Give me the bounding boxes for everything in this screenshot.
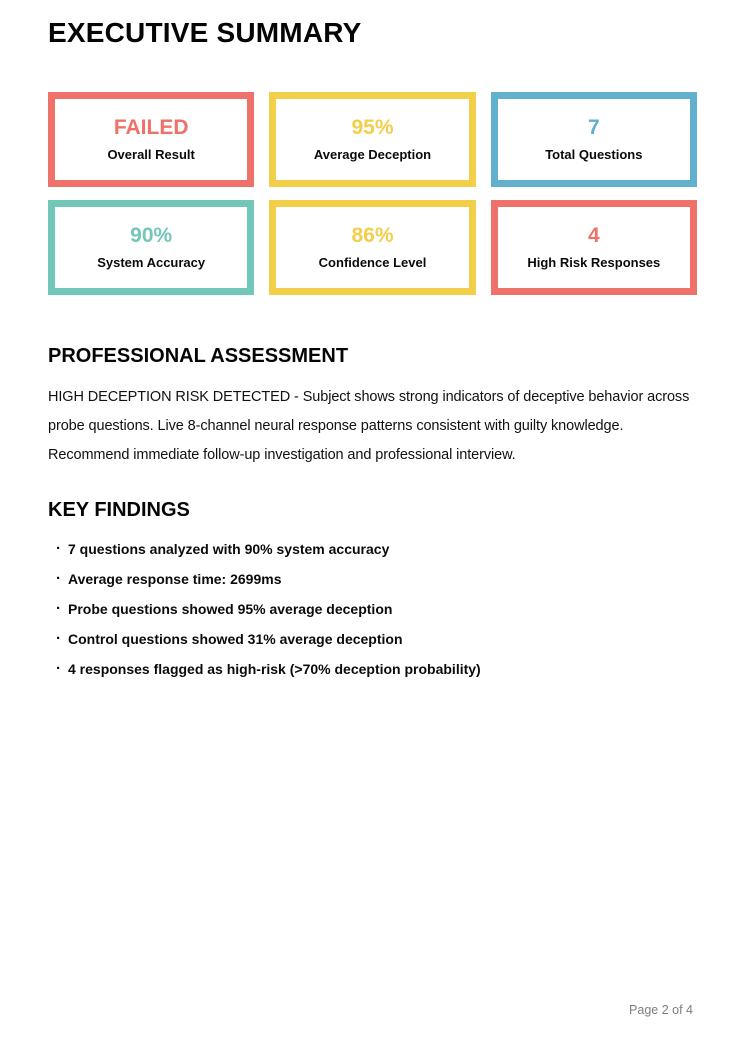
finding-item-probe-deception: · Probe questions showed 95% average deception xyxy=(56,601,697,617)
stat-value-total-questions: 7 xyxy=(587,116,600,140)
summary-stat-grid xyxy=(48,92,697,295)
stat-card-overall-result xyxy=(48,92,254,187)
stat-label-high-risk-responses: High Risk Responses xyxy=(527,255,661,271)
page-title: EXECUTIVE SUMMARY xyxy=(48,17,362,48)
stat-card-high-risk-responses xyxy=(491,200,697,295)
section-heading-key-findings: KEY FINDINGS xyxy=(48,498,190,521)
stat-card-system-accuracy xyxy=(48,200,254,295)
stat-value-high-risk-responses: 4 xyxy=(587,224,600,248)
stat-card-confidence-level xyxy=(269,200,475,295)
finding-item-questions-analyzed: · 7 questions analyzed with 90% system accuracy xyxy=(56,541,697,557)
stat-label-average-deception: Average Deception xyxy=(313,147,432,163)
stat-card-total-questions xyxy=(491,92,697,187)
finding-item-high-risk-flagged: · 4 responses flagged as high-risk (>70% deception probability) xyxy=(56,661,697,677)
stat-value-overall-result: FAILED xyxy=(113,116,189,140)
finding-item-control-deception: · Control questions showed 31% average deception xyxy=(56,631,697,647)
assessment-text: HIGH DECEPTION RISK DETECTED - Subject shows strong indicators of deceptive behavior across probe questions. Live 8-channel neural response patterns consistent with guilty knowledge. Recommend immediate follow-up investigation and professional interview. xyxy=(48,388,690,463)
stat-label-confidence-level: Confidence Level xyxy=(318,255,427,271)
stat-card-average-deception xyxy=(269,92,475,187)
section-heading-professional-assessment: PROFESSIONAL ASSESSMENT xyxy=(48,344,349,367)
stat-value-average-deception: 95% xyxy=(351,116,394,140)
finding-item-response-time: · Average response time: 2699ms xyxy=(56,571,697,587)
key-findings-list xyxy=(48,541,697,677)
stat-value-confidence-level: 86% xyxy=(351,224,394,248)
stat-value-system-accuracy: 90% xyxy=(130,224,173,248)
page-number: Page 2 of 4 xyxy=(629,1003,693,1017)
stat-label-total-questions: Total Questions xyxy=(545,147,643,163)
stat-label-system-accuracy: System Accuracy xyxy=(97,255,206,271)
stat-label-overall-result: Overall Result xyxy=(107,147,195,163)
